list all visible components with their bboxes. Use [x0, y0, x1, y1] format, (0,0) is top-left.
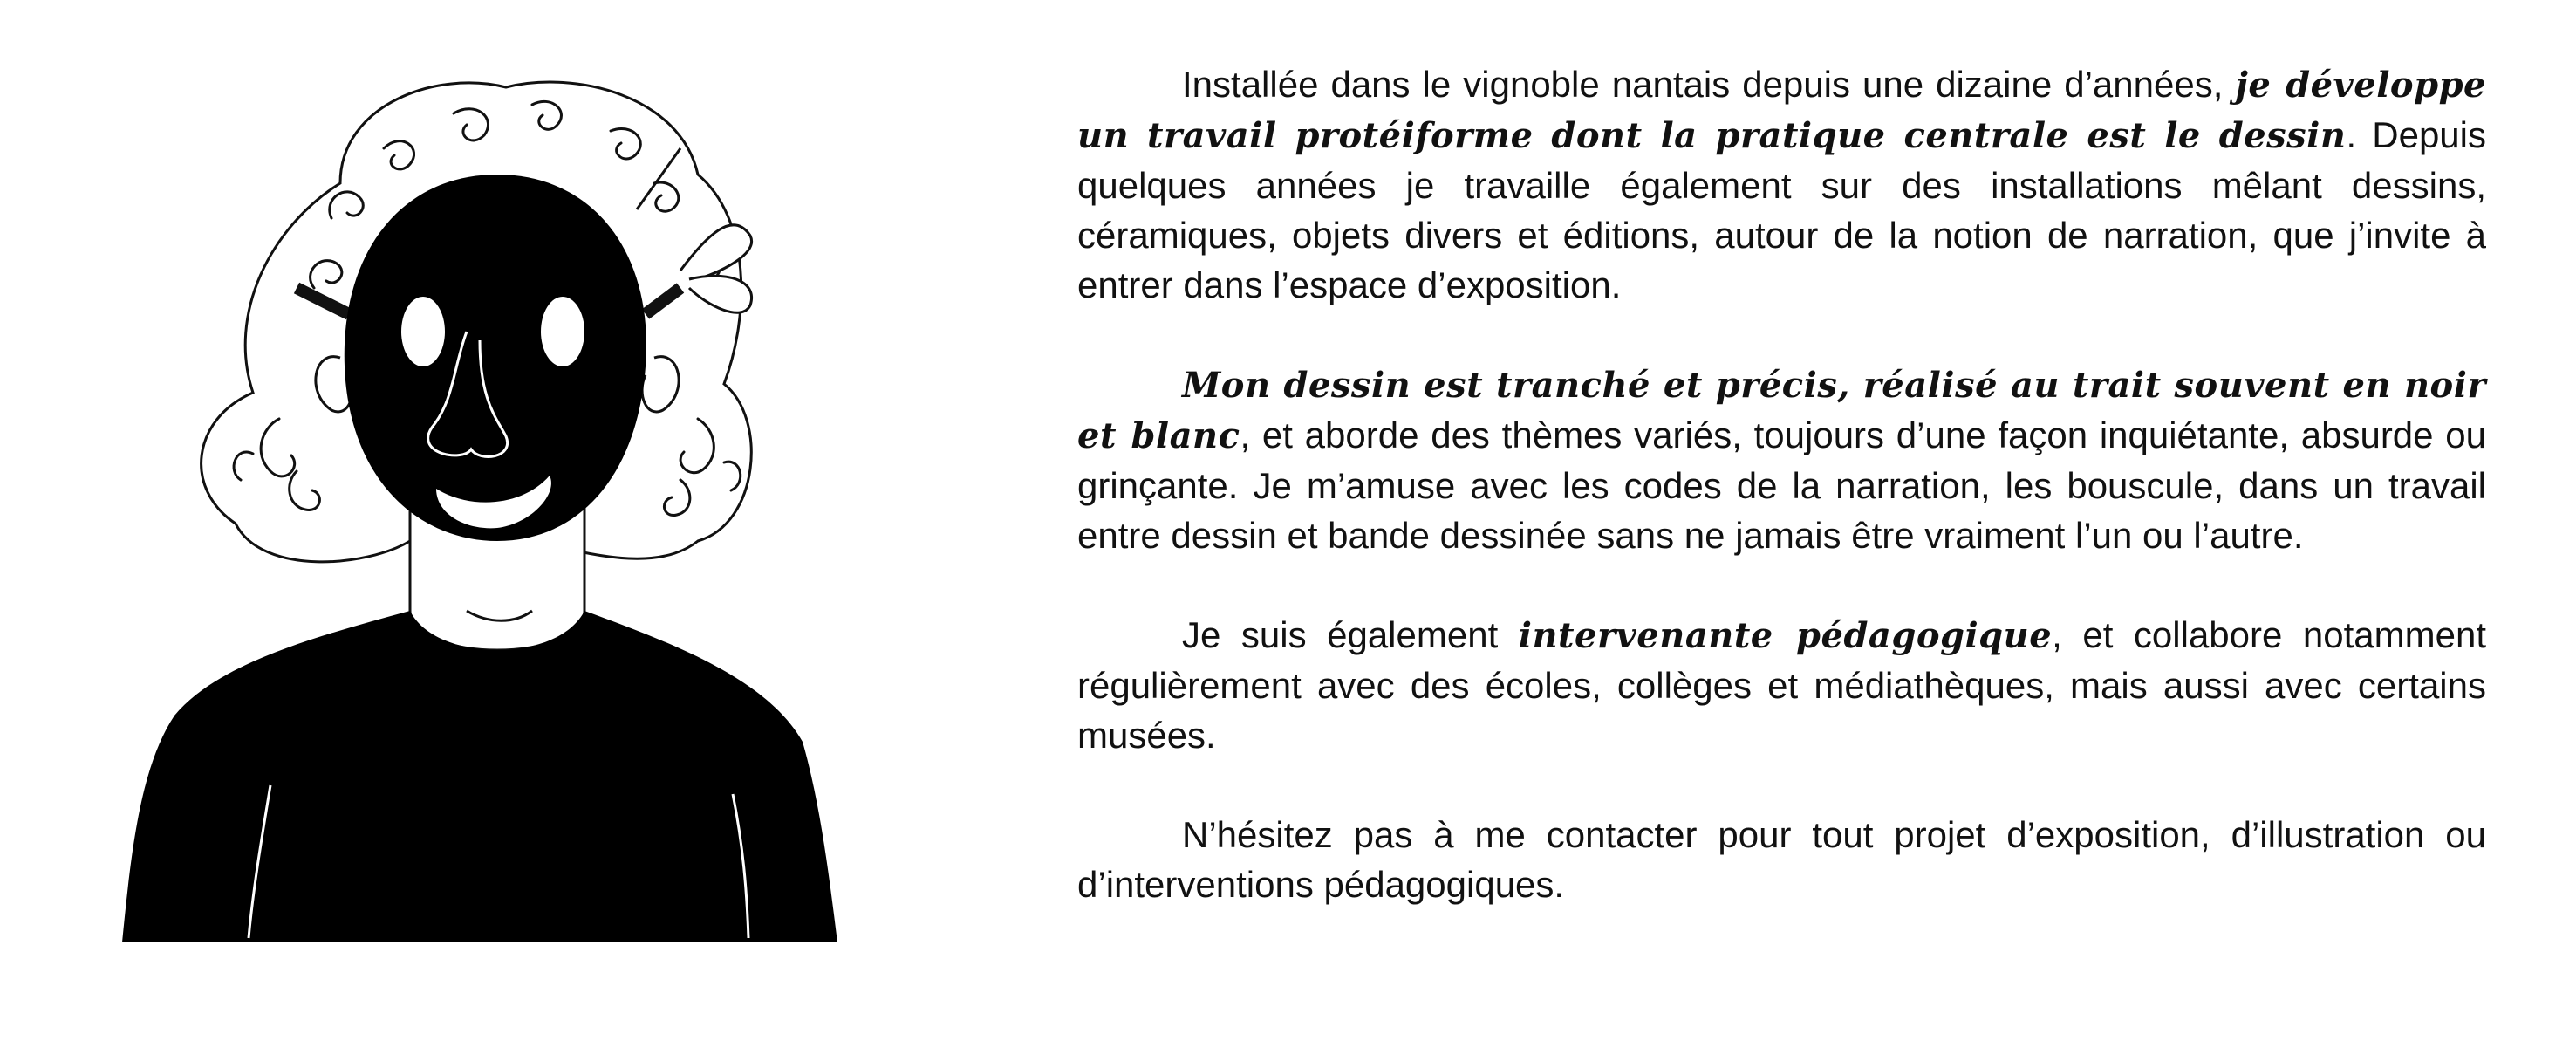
- bio-paragraph: [1077, 360, 2486, 560]
- bio-text: N’hésitez pas à me contacter pour tout projet d’exposition, d’illustration ou d’interventions pédagogiques.: [1077, 814, 2486, 905]
- bio-highlight: intervenante pédagogique: [1518, 615, 2053, 656]
- artist-portrait-illustration: [122, 52, 872, 942]
- right-eye: [541, 297, 584, 366]
- black-mask: [345, 175, 646, 541]
- bio-paragraph: [1077, 610, 2486, 760]
- bio-highlight: Mon dessin est tranché et précis, réalisé au trait souvent en noir et blanc: [1077, 365, 2486, 456]
- bio-text: , et collabore notamment régulièrement avec des écoles, collèges et médiathèques, mais aussi avec certains musées.: [1077, 614, 2486, 756]
- bio-highlight: je développe un travail protéiforme dont la pratique centrale est le dessin: [1077, 65, 2486, 156]
- bio-text: Je suis également: [1182, 614, 1519, 655]
- bio-paragraph: [1077, 810, 2486, 909]
- bio-text: Installée dans le vignoble nantais depuis une dizaine d’années,: [1182, 64, 2236, 105]
- artist-bio: [1077, 59, 2486, 909]
- bio-text: , et aborde des thèmes variés, toujours d’une façon inquiétante, absurde ou grinçante. Je m’amuse avec les codes de la narration, les bouscule, dans un travail entre dessin et bande dessinée sans ne jamais être vraiment l’un ou l’autre.: [1077, 414, 2486, 556]
- black-shirt: [122, 611, 837, 942]
- bio-paragraph: [1077, 59, 2486, 310]
- left-eye: [401, 297, 445, 366]
- masked-person-drawing-icon: [122, 52, 872, 942]
- bio-text: . Depuis quelques années je travaille également sur des installations mêlant dessins, céramiques, objets divers et éditions, autour de la notion de narration, que j’invite à entrer dans l’espace d’exposition.: [1077, 114, 2486, 305]
